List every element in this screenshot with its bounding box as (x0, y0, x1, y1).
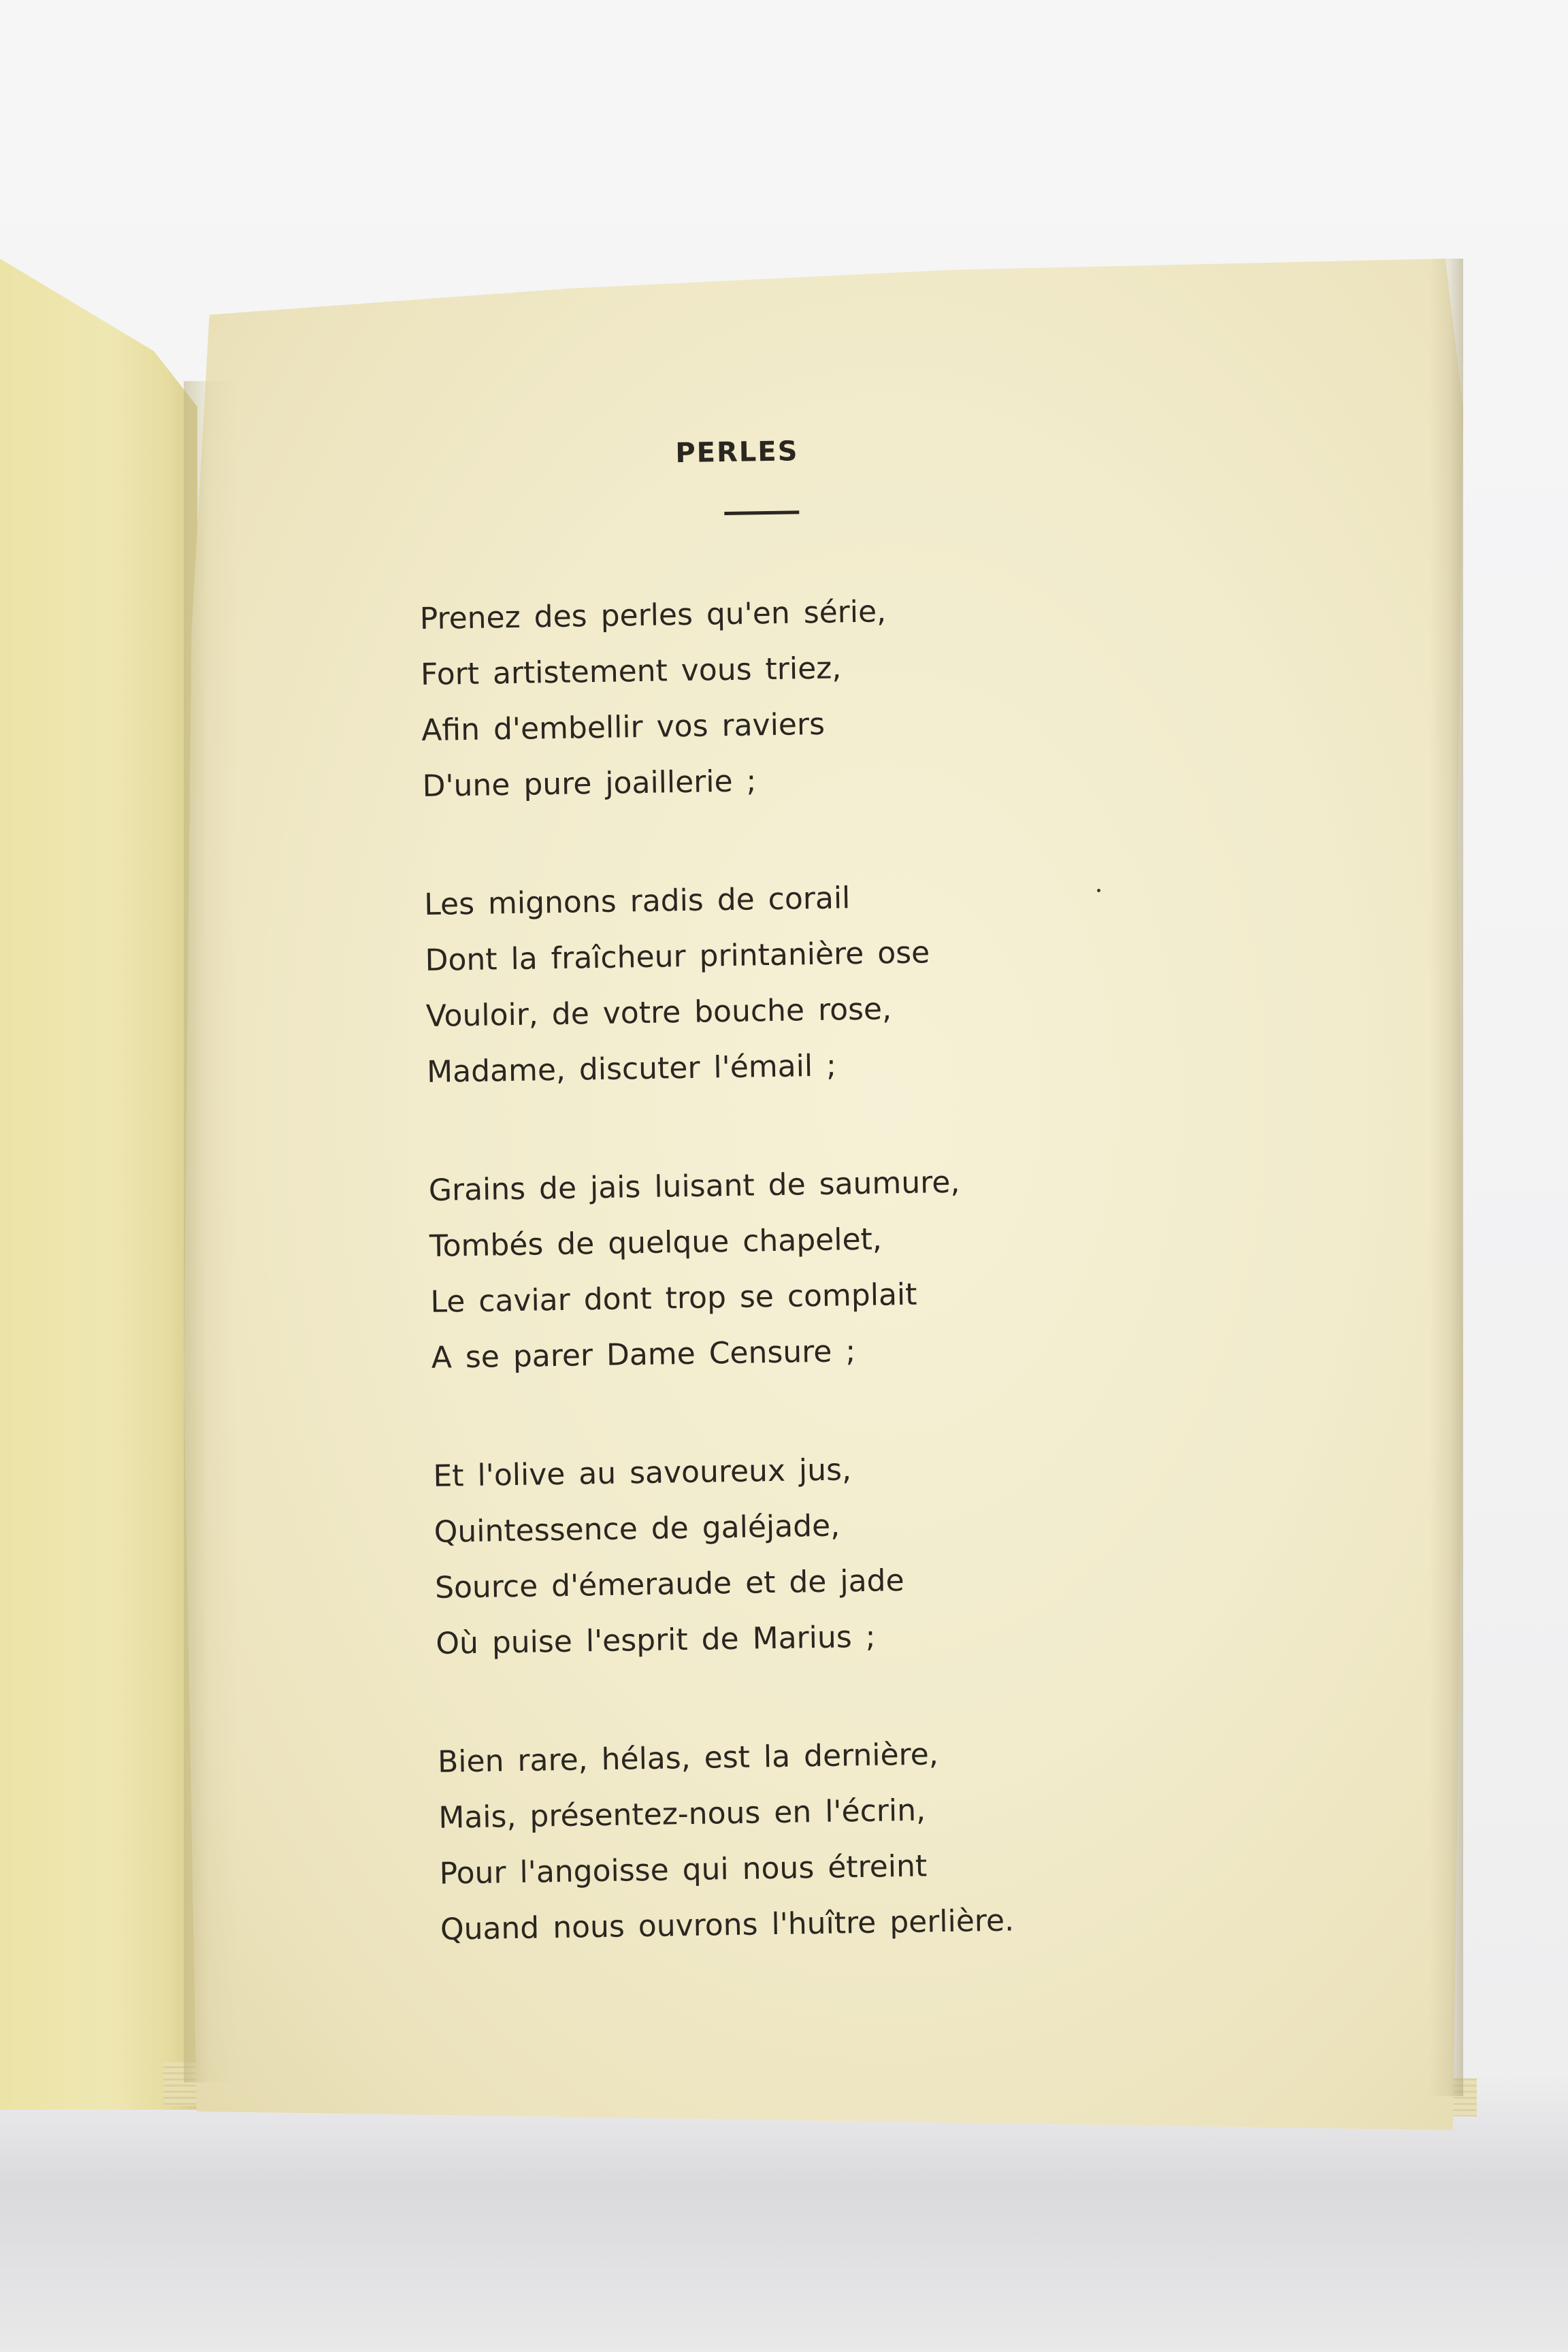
verse-line: Dont la fraîcheur printanière ose (425, 935, 930, 978)
verse-line: Et l'olive au savoureux jus, (433, 1452, 852, 1494)
deckled-page-edge (1429, 259, 1463, 2096)
verse-line: Quintessence de galéjade, (434, 1508, 840, 1550)
title-rule (724, 510, 799, 515)
verse-line: Tombés de quelque chapelet, (429, 1222, 883, 1264)
stanza-2 (424, 866, 1176, 1100)
verse-line: Source d'émeraude et de jade (434, 1563, 904, 1605)
stanza-4 (433, 1437, 1185, 1672)
stanza-5 (437, 1723, 1189, 1958)
verse-line: Le caviar dont trop se complait (430, 1277, 917, 1320)
verse-line: Vouloir, de votre bouche rose, (425, 992, 892, 1034)
verse-line: Où puise l'esprit de Marius ; (435, 1619, 876, 1661)
verse-line: Madame, discuter l'émail ; (426, 1048, 837, 1090)
stanza-1 (419, 580, 1171, 815)
verse-line: Grains de jais luisant de saumure, (428, 1164, 960, 1208)
verse-line: Afin d'embellir vos raviers (421, 706, 826, 749)
verse-line: Bien rare, hélas, est la dernière, (437, 1737, 939, 1780)
verse-line: Mais, présentez-nous en l'écrin, (438, 1793, 926, 1835)
poem (396, 402, 1237, 1980)
poem-title: PERLES (675, 436, 799, 470)
stanza-3 (428, 1152, 1180, 1386)
verse-line: D'une pure joaillerie ; (422, 764, 757, 804)
book-gutter (184, 381, 238, 2082)
verse-line: A se parer Dame Censure ; (431, 1334, 856, 1375)
verse-line: Prenez des perles qu'en série, (419, 594, 887, 637)
left-page (0, 259, 197, 2110)
verse-line: Les mignons radis de corail (423, 881, 851, 923)
verse-line: Pour l'angoisse qui nous étreint (439, 1848, 928, 1891)
verse-line: Fort artistement vous triez, (420, 651, 842, 693)
verse-line: Quand nous ouvrons l'huître perlière. (440, 1903, 1015, 1947)
